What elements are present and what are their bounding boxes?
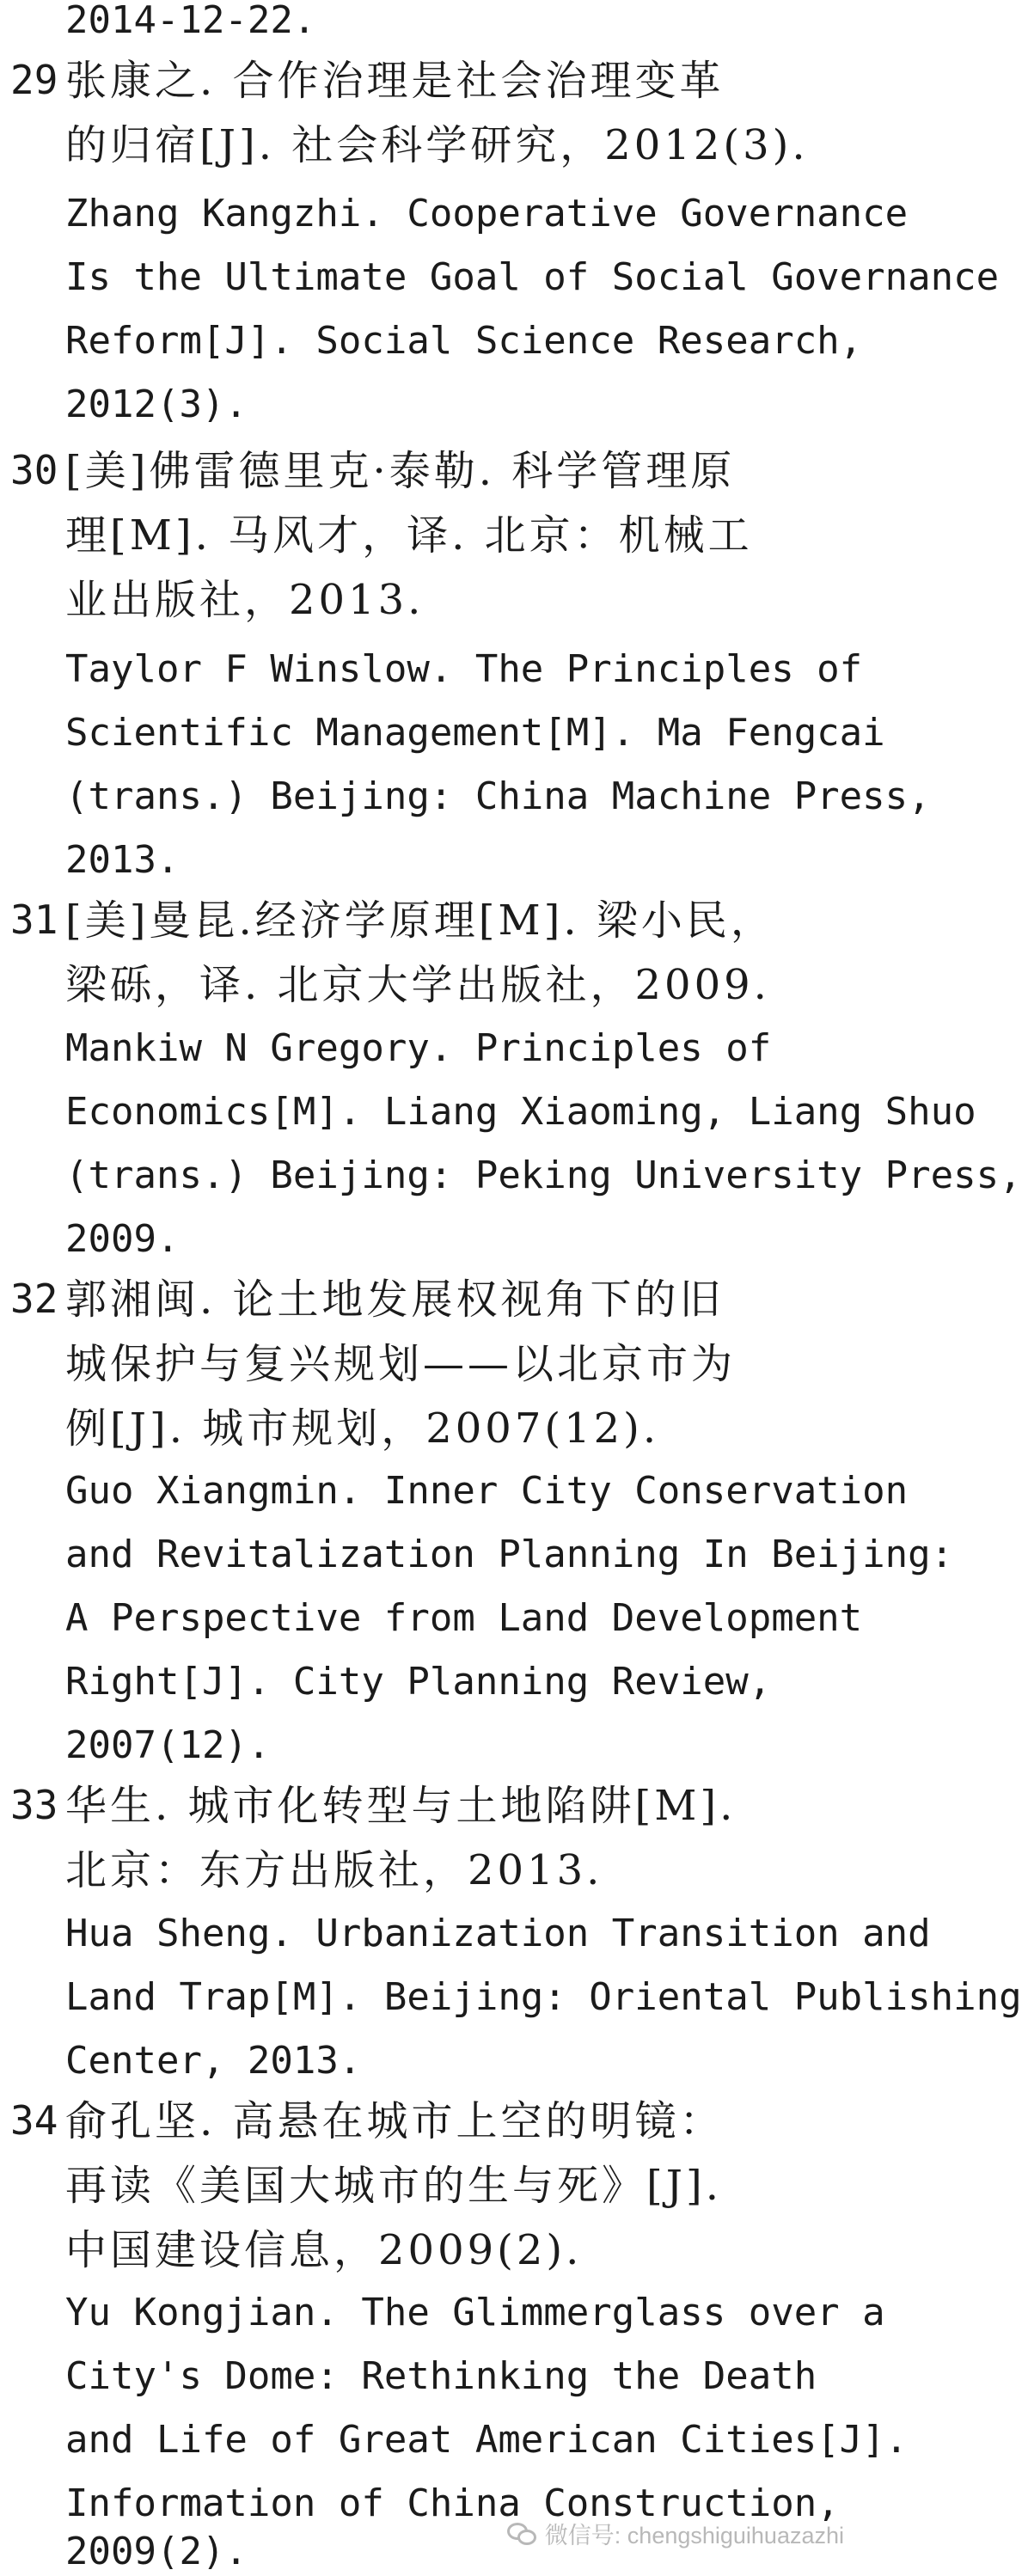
reference-30-chinese-line: [美]佛雷德里克·泰勒. 科学管理原 xyxy=(65,447,736,495)
reference-29-english-line: Zhang Kangzhi. Cooperative Governance xyxy=(65,192,909,236)
reference-34-english-line: and Life of Great American Cities[J]. xyxy=(65,2418,909,2462)
wechat-icon xyxy=(507,2521,538,2547)
reference-33-english-line: Hua Sheng. Urbanization Transition and xyxy=(65,1912,931,1955)
reference-34-english-line: 2009(2). xyxy=(65,2530,248,2573)
reference-30-english-line: 2013. xyxy=(65,838,180,882)
reference-29-chinese-line: 的归宿[J]. 社会科学研究，2012(3). xyxy=(65,121,809,169)
reference-number-29: 29 xyxy=(10,57,58,103)
reference-34-english-line: Information of China Construction, xyxy=(65,2481,840,2525)
reference-30-chinese-line: 业出版社，2013. xyxy=(65,576,425,624)
reference-32-chinese-line: 城保护与复兴规划——以北京市为 xyxy=(65,1340,737,1388)
reference-30-english-line: Taylor F Winslow. The Principles of xyxy=(65,647,863,691)
wechat-watermark xyxy=(507,2517,844,2550)
reference-32-chinese-line: 郭湘闽. 论土地发展权视角下的旧 xyxy=(65,1276,725,1324)
reference-number-34: 34 xyxy=(10,2097,58,2144)
reference-number-33: 33 xyxy=(10,1782,58,1828)
reference-34-english-line: Yu Kongjian. The Glimmerglass over a xyxy=(65,2291,885,2334)
reference-number-32: 32 xyxy=(10,1276,58,1322)
reference-31-english-line: (trans.) Beijing: Peking University Press, xyxy=(65,1153,1022,1197)
reference-32-english-line: 2007(12). xyxy=(65,1723,271,1767)
reference-31-chinese-line: [美]曼昆.经济学原理[M]. 梁小民， xyxy=(65,896,775,945)
reference-33-english-line: Center, 2013. xyxy=(65,2039,362,2083)
watermark-text: 微信号: chengshiguihuazazhi xyxy=(544,2523,844,2548)
reference-30-english-line: Scientific Management[M]. Ma Fengcai xyxy=(65,711,885,755)
reference-28-english-line: 2014-12-22. xyxy=(65,0,316,42)
reference-29-english-line: 2012(3). xyxy=(65,382,248,426)
reference-32-english-line: Guo Xiangmin. Inner City Conservation xyxy=(65,1469,909,1513)
reference-32-chinese-line: 例[J]. 城市规划，2007(12). xyxy=(65,1404,660,1453)
reference-34-chinese-line: 再读《美国大城市的生与死》[J]. xyxy=(65,2162,722,2210)
reference-30-chinese-line: 理[M]. 马风才，译. 北京：机械工 xyxy=(65,511,753,560)
reference-31-english-line: Economics[M]. Liang Xiaoming, Liang Shuo xyxy=(65,1090,976,1134)
reference-34-chinese-line: 中国建设信息，2009(2). xyxy=(65,2226,583,2274)
reference-32-english-line: A Perspective from Land Development xyxy=(65,1596,863,1640)
reference-33-chinese-line: 华生. 城市化转型与土地陷阱[M]. xyxy=(65,1782,737,1830)
reference-29-chinese-line: 张康之. 合作治理是社会治理变革 xyxy=(65,57,725,105)
reference-31-english-line: Mankiw N Gregory. Principles of xyxy=(65,1026,772,1070)
reference-30-english-line: (trans.) Beijing: China Machine Press, xyxy=(65,774,931,818)
reference-number-30: 30 xyxy=(10,447,58,493)
reference-34-english-line: City's Dome: Rethinking the Death xyxy=(65,2354,817,2398)
reference-29-english-line: Is the Ultimate Goal of Social Governance xyxy=(65,255,1000,299)
reference-34-chinese-line: 俞孔坚. 高悬在城市上空的明镜： xyxy=(65,2097,725,2145)
reference-33-chinese-line: 北京：东方出版社，2013. xyxy=(65,1846,603,1894)
reference-32-english-line: and Revitalization Planning In Beijing: xyxy=(65,1533,954,1576)
reference-29-english-line: Reform[J]. Social Science Research, xyxy=(65,319,863,363)
reference-32-english-line: Right[J]. City Planning Review, xyxy=(65,1660,772,1704)
reference-31-english-line: 2009. xyxy=(65,1217,180,1261)
reference-31-chinese-line: 梁砾，译. 北京大学出版社，2009. xyxy=(65,961,770,1009)
reference-number-31: 31 xyxy=(10,896,58,943)
reference-33-english-line: Land Trap[M]. Beijing: Oriental Publishing xyxy=(65,1975,1022,2019)
